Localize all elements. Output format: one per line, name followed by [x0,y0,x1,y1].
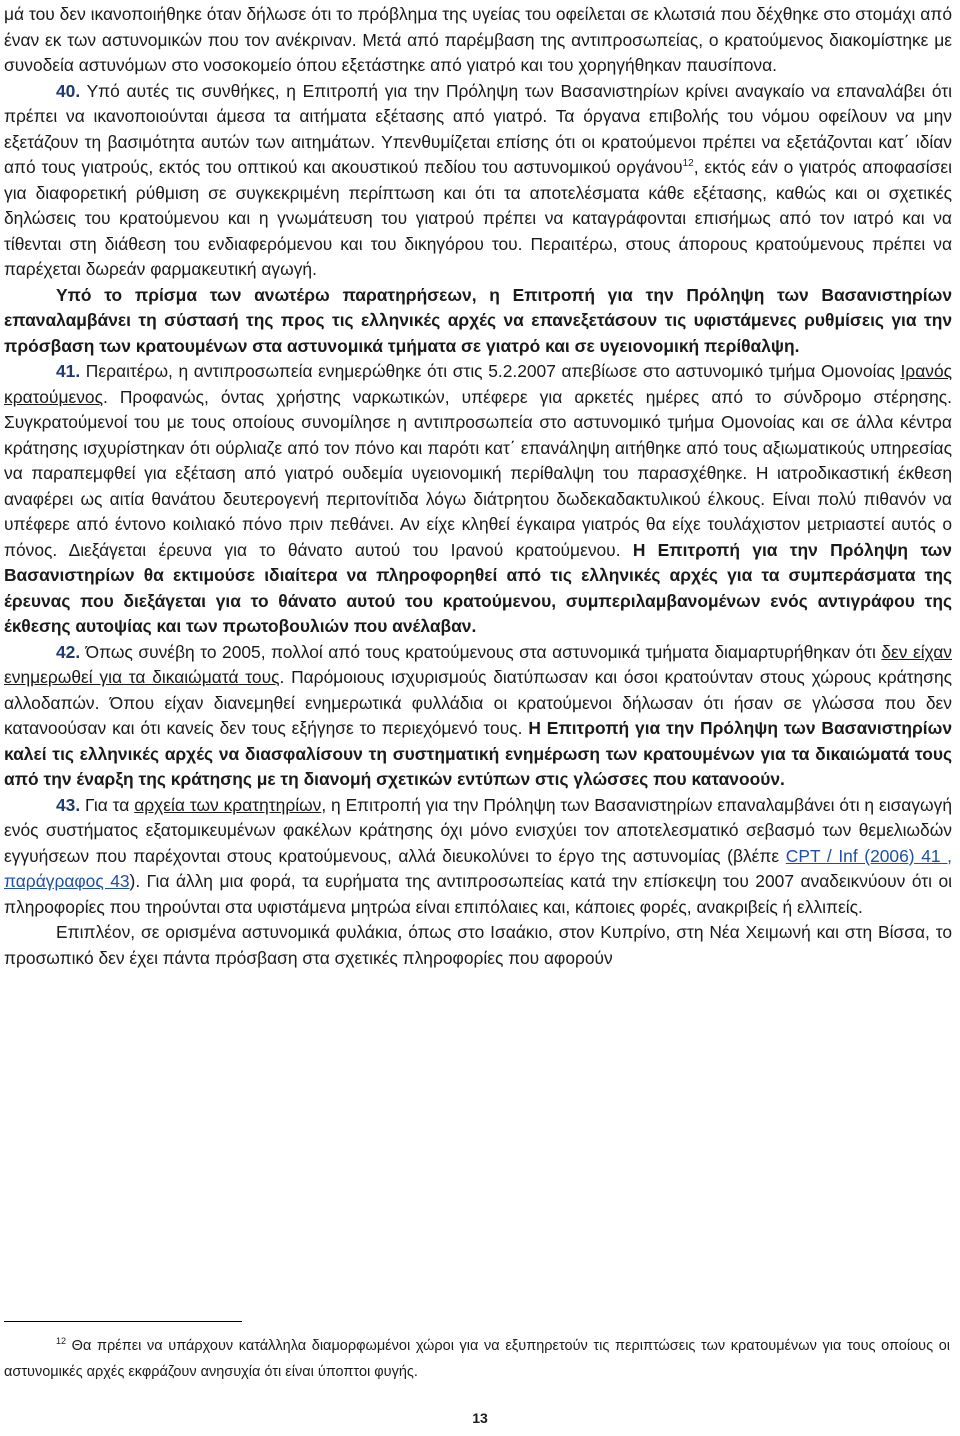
paragraph-number-43: 43. [56,794,81,815]
cpt-report-link[interactable]: CPT / Inf (2006) 41 , παράγραφος 43 [4,845,952,891]
paragraph-number-42: 42. [56,641,81,662]
paragraph-40 [4,79,952,283]
footnote-reference-12[interactable]: 12 [682,158,694,170]
paragraph-41-underlined: Ιρανός κρατούμενος [4,361,952,407]
paragraph-43-text-c: ). Για άλλη μια φορά, τα ευρήματα της αντιπροσωπείας κατά την επίσκεψη του 2007 αναδεικνύουν ότι οι πληροφορίες που τηρούνται στα υφιστάμενα μητρώα είναι επιπόλαιες και, κάποιες φορές, ανακριβείς ή ελλιπείς. [4,871,952,917]
footnote-text: Θα πρέπει να υπάρχουν κατάλληλα διαμορφωμένοι χώροι για να εξυπηρετούν τις περιπτώσεις των κρατουμένων για τους οποίους οι αστυνομικές αρχές εκφράζουν ανησυχία ότι είναι ύποπτοι φυγής. [4,1338,950,1380]
paragraph-43-underlined: αρχεία των κρατητηρίων [134,794,322,815]
paragraph-41 [4,359,952,640]
paragraph-42 [4,640,952,793]
paragraph-42-bold-request: Η Επιτροπή για την Πρόληψη των Βασανιστηρίων καλεί τις ελληνικές αρχές να διασφαλίσουν τη συστηματική ενημέρωση των κρατουμένων για τα δικαιώματά τους από την έναρξη της κράτησης με τη διανομή σχετικών εντύπων στις γλώσσες που κατανοούν. [4,718,952,789]
paragraph-41-text-b: . Προφανώς, όντας χρήστης ναρκωτικών, υπέφερε για αρκετές ημέρες από το σύνδρομο στέρησης. Συγκρατούμενοί του με τους οποίους συνομίλησε η αντιπροσωπεία στο αστυνομικό τμήμα Ομονοίας και σε άλλα κέντρα κράτησης ισχυρίστηκαν ότι ούρλιαζε από τον πόνο και παρότι κατ΄ επανάληψη αιτήθηκε από τους αξιωματικούς υπηρεσίας να παραπεμφθεί για εξέταση από γιατρό ουδεμία υγειονομική περίθαλψη του παρασχέθηκε. Η ιατροδικαστική έκθεση αναφέρει ως αιτία θανάτου δευτερογενή περιτονίτιδα λόγω διάτρητου δωδεκαδακτυλικού έλκους. Είναι πολύ πιθανόν να υπέφερε από έντονο κοιλιακό πόνο πριν πεθάνει. Αν είχε κληθεί έγκαιρα γιατρός θα είχε τουλάχιστον μετριαστεί αυτός ο πόνος. Διεξάγεται έρευνα για το θάνατο αυτού του Ιρανού κρατούμενου. [4,386,952,560]
paragraph-42-text-a: Όπως συνέβη το 2005, πολλοί από τους κρατούμενους στα αστυνομικά τμήματα διαμαρτυρήθηκαν ότι [80,641,882,662]
paragraph-41-text-a: Περαιτέρω, η αντιπροσωπεία ενημερώθηκε ότι στις 5.2.2007 απεβίωσε στο αστυνομικό τμήμα Ομονοίας [80,361,901,381]
page-number: 13 [472,1410,488,1426]
paragraph-42-underlined: δεν είχαν ενημερωθεί για τα δικαιώματά τους [4,641,952,687]
paragraph-42-text-b: . Παρόμοιους ισχυρισμούς διατύπωσαν και όσοι κρατούνταν στους χώρους κράτησης αλλοδαπών. Όπου είχαν διανεμηθεί ενημερωτικά φυλλάδια οι κρατούμενοι δήλωσαν ότι ήσαν σε γλώσσα που δεν κατανοούσαν και ότι κανείς δεν τους εξήγησε το περιεχόμενό τους. [4,667,953,738]
paragraph-number-41: 41. [56,361,81,381]
paragraph-43 [4,793,952,921]
paragraph-40-text-b: , εκτός εάν ο γιατρός αποφασίσει για διαφορετική ρύθμιση σε συγκεκριμένη περίπτωση και ότι τα αποτελέσματα κάθε εξέτασης, καθώς και οι σχετικές δηλώσεις του κρατούμενου και η γνωμάτευση του γιατρού πρέπει να καταγράφονται επισήμως από τον ιατρό και να τίθενται στη διάθεση του ενδιαφερόμενου και του δικηγόρου του. Περαιτέρω, στους άπορους κρατούμενους πρέπει να παρέχεται δωρεάν φαρμακευτική αγωγή. [4,157,953,279]
paragraph-number-40: 40. [56,80,81,101]
paragraph-43-text-b: , η Επιτροπή για την Πρόληψη των Βασανιστηρίων επαναλαμβάνει ότι η εισαγωγή ενός συστήματος εξατομικευμένων φακέλων κράτησης όχι μόνο ενισχύει τον αποτελεσματικό σεβασμό των θεμελιωδών εγγυήσεων που παρέχονται στους κρατούμενους, αλλά διευκολύνει το έργο της αστυνομίας (βλέπε [4,794,953,866]
paragraph-43-continuation: Επιπλέον, σε ορισμένα αστυνομικά φυλάκια, όπως στο Ισαάκιο, στον Κυπρίνο, στη Νέα Χειμωνή και στη Βίσσα, το προσωπικό δεν έχει πάντα πρόσβαση στα σχετικές πληροφορίες που αφορούν [4,922,952,968]
footnote-marker: 12 [56,1336,67,1347]
paragraph-39-continuation: μά του δεν ικανοποιήθηκε όταν δήλωσε ότι το πρόβλημα της υγείας του οφείλεται σε κλωτσιά που δέχθηκε στο στομάχι από έναν εκ των αστυνομικών που τον ανέκριναν. Μετά από παρέμβαση της αντιπροσωπείας, ο κρατούμενος διακομίστηκε με συνοδεία αστυνόμων στο νοσοκομείο όπου εξετάστηκε από γιατρό και του χορηγήθηκαν παυσίπονα. [4,4,952,75]
paragraph-40-text-a: Υπό αυτές τις συνθήκες, η Επιτροπή για την Πρόληψη των Βασανιστηρίων κρίνει αναγκαίο να επαναλάβει ότι πρέπει να ικανοποιούνται άμεσα τα αιτήματα εξέτασης από γιατρό. Τα όργανα επιβολής του νόμου οφείλουν να μην εξετάζουν τη βασιμότητα αυτών των αιτημάτων. Υπενθυμίζεται επίσης ότι οι κρατούμενοι πρέπει να εξετάζονται κατ΄ ιδίαν από τους γιατρούς, εκτός του οπτικού και ακουστικού πεδίου του αστυνομικού οργάνου [4,80,952,177]
recommendation-medical-access: Υπό το πρίσμα των ανωτέρω παρατηρήσεων, η Επιτροπή για την Πρόληψη των Βασανιστηρίων επαναλαμβάνει τη σύστασή της προς τις ελληνικές αρχές να επανεξετάσουν τις υφιστάμενες ρυθμίσεις για την πρόσβαση των κρατουμένων στα αστυνομικά τμήματα σε γιατρό και σε υγειονομική περίθαλψη. [4,284,952,356]
footnote-12 [4,1333,950,1385]
paragraph-41-bold-request: Η Επιτροπή για την Πρόληψη των Βασανιστηρίων θα εκτιμούσε ιδιαίτερα να πληροφορηθεί από τις ελληνικές αρχές για τα συμπεράσματα της έρευνας που διεξάγεται για το θάνατο αυτού του κρατούμενου, συμπεριλαμβανομένων ενός αντιγράφου της έκθεσης αυτοψίας και των πρωτοβουλιών που ανέλαβαν. [4,539,952,636]
footnote-separator [4,1321,242,1322]
paragraph-43-text-a: Για τα [80,794,135,815]
